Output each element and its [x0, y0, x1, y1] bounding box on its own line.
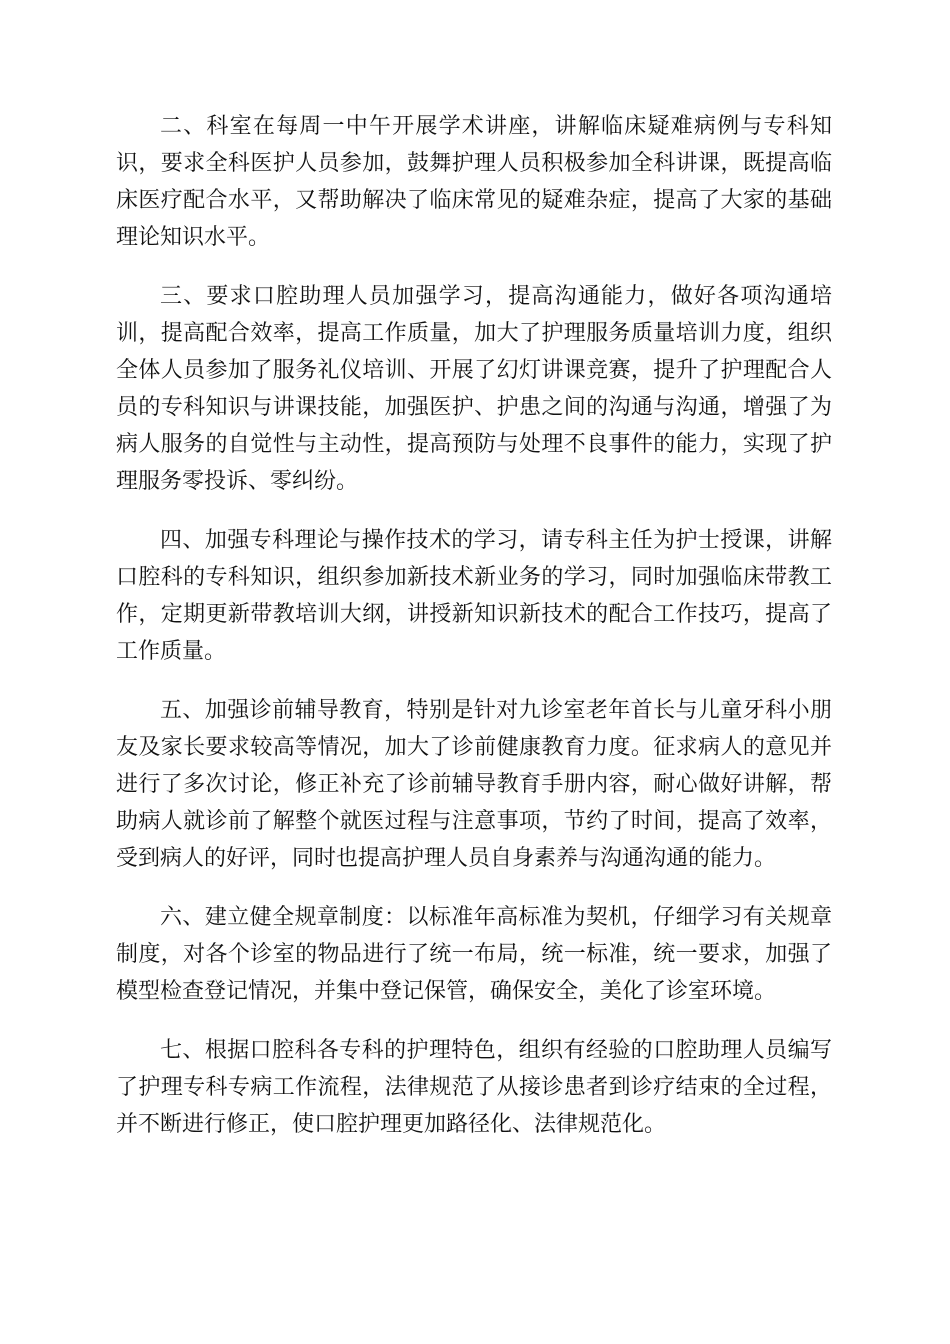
paragraph-2: 二、科室在每周一中午开展学术讲座，讲解临床疑难病例与专科知识，要求全科医护人员参加，鼓舞护理人员积极参加全科讲课，既提高临床医疗配合水平，又帮助解决了临床常见的疑难杂症，提高了大家的基础理论知识水平。	[116, 114, 832, 250]
paragraph-4: 四、加强专科理论与操作技术的学习，请专科主任为护士授课，讲解口腔科的专科知识，组织参加新技术新业务的学习，同时加强临床带教工作，定期更新带教培训大纲，讲授新知识新技术的配合工作技巧，提高了工作质量。	[116, 528, 832, 664]
paragraph-5: 五、加强诊前辅导教育，特别是针对九诊室老年首长与儿童牙科小朋友及家长要求较高等情况，加大了诊前健康教育力度。征求病人的意见并进行了多次讨论，修正补充了诊前辅导教育手册内容，耐心做好讲解，帮助病人就诊前了解整个就医过程与注意事项，节约了时间，提高了效率，受到病人的好评，同时也提高护理人员自身素养与沟通沟通的能力。	[116, 698, 832, 871]
paragraph-6: 六、建立健全规章制度：以标准年高标准为契机，仔细学习有关规章制度，对各个诊室的物品进行了统一布局，统一标准，统一要求，加强了模型检查登记情况，并集中登记保管，确保安全，美化了诊室环境。	[116, 905, 832, 1004]
document-body	[116, 108, 832, 1165]
paragraph-7: 七、根据口腔科各专科的护理特色，组织有经验的口腔助理人员编写了护理专科专病工作流程，法律规范了从接诊患者到诊疗结束的全过程，并不断进行修正，使口腔护理更加路径化、法律规范化。	[116, 1038, 832, 1137]
paragraph-3: 三、要求口腔助理人员加强学习，提高沟通能力，做好各项沟通培训，提高配合效率，提高工作质量，加大了护理服务质量培训力度，组织全体人员参加了服务礼仪培训、开展了幻灯讲课竞赛，提升了护理配合人员的专科知识与讲课技能，加强医护、护患之间的沟通与沟通，增强了为病人服务的自觉性与主动性，提高预防与处理不良事件的能力，实现了护理服务零投诉、零纠纷。	[116, 284, 832, 494]
